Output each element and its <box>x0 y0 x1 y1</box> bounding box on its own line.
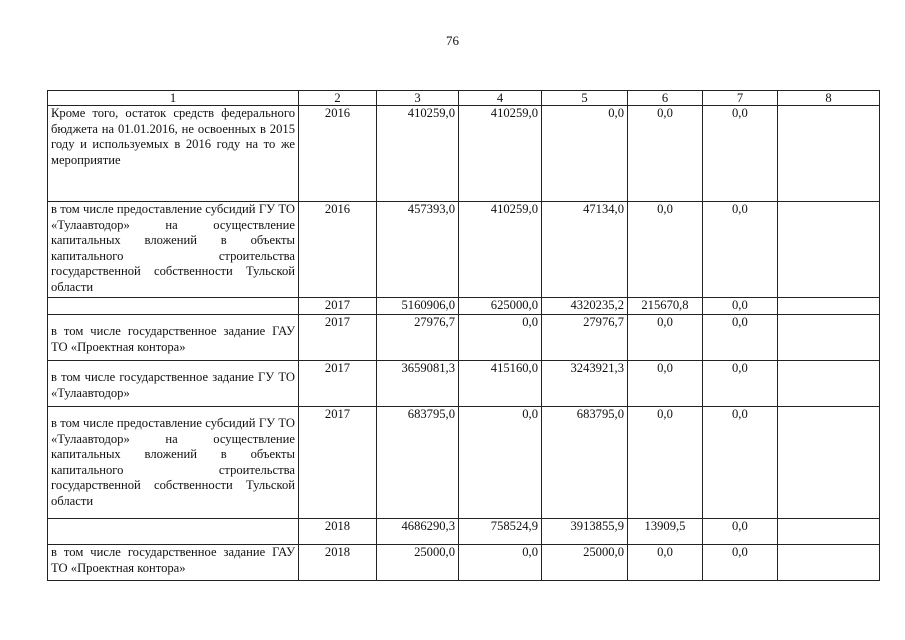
row-value-col8 <box>778 361 880 407</box>
row-value-col4: 0,0 <box>459 545 542 581</box>
row-value-col5: 4320235,2 <box>542 298 628 315</box>
header-col-1: 1 <box>48 91 299 106</box>
row-value-col6: 0,0 <box>628 106 703 202</box>
row-value-col4: 625000,0 <box>459 298 542 315</box>
row-value-col3: 27976,7 <box>377 315 459 361</box>
row-value-col5: 0,0 <box>542 106 628 202</box>
row-value-col3: 5160906,0 <box>377 298 459 315</box>
table-row <box>48 545 880 581</box>
row-value-col7: 0,0 <box>703 315 778 361</box>
row-value-col6: 0,0 <box>628 407 703 519</box>
row-description <box>48 298 299 315</box>
row-value-col8 <box>778 298 880 315</box>
row-value-col8 <box>778 106 880 202</box>
row-year: 2017 <box>299 298 377 315</box>
row-value-col7: 0,0 <box>703 106 778 202</box>
table-header-row <box>48 91 880 106</box>
row-value-col4: 0,0 <box>459 315 542 361</box>
row-value-col6: 0,0 <box>628 315 703 361</box>
row-value-col5: 3243921,3 <box>542 361 628 407</box>
header-col-3: 3 <box>377 91 459 106</box>
header-col-7: 7 <box>703 91 778 106</box>
row-description: Кроме того, остаток средств федерального бюджета на 01.01.2016, не освоенных в 2015 году и используемых в 2016 году на то же мероприятие <box>48 106 299 202</box>
budget-table <box>47 90 880 581</box>
row-year: 2018 <box>299 545 377 581</box>
row-value-col4: 0,0 <box>459 407 542 519</box>
row-value-col7: 0,0 <box>703 298 778 315</box>
row-value-col7: 0,0 <box>703 545 778 581</box>
header-col-5: 5 <box>542 91 628 106</box>
row-value-col5: 25000,0 <box>542 545 628 581</box>
row-value-col6: 0,0 <box>628 202 703 298</box>
row-year: 2016 <box>299 106 377 202</box>
header-col-8: 8 <box>778 91 880 106</box>
row-description: в том числе предоставление субсидий ГУ ТО «Тулаавтодор» на осуществление капитальных вложений в объекты капитального строительства государственной собственности Тульской области <box>48 407 299 519</box>
header-col-4: 4 <box>459 91 542 106</box>
row-value-col6: 215670,8 <box>628 298 703 315</box>
row-value-col3: 410259,0 <box>377 106 459 202</box>
row-value-col6: 0,0 <box>628 545 703 581</box>
table-row <box>48 298 880 315</box>
row-year: 2017 <box>299 361 377 407</box>
row-value-col8 <box>778 519 880 545</box>
row-value-col6: 0,0 <box>628 361 703 407</box>
page-number: 76 <box>446 33 459 48</box>
row-year: 2016 <box>299 202 377 298</box>
table-row <box>48 407 880 519</box>
table-row <box>48 315 880 361</box>
row-value-col4: 415160,0 <box>459 361 542 407</box>
row-value-col7: 0,0 <box>703 361 778 407</box>
row-value-col4: 410259,0 <box>459 202 542 298</box>
row-description <box>48 519 299 545</box>
row-value-col3: 25000,0 <box>377 545 459 581</box>
header-col-6: 6 <box>628 91 703 106</box>
row-value-col7: 0,0 <box>703 202 778 298</box>
row-value-col8 <box>778 315 880 361</box>
row-value-col4: 410259,0 <box>459 106 542 202</box>
row-year: 2017 <box>299 407 377 519</box>
row-value-col5: 683795,0 <box>542 407 628 519</box>
table-row <box>48 361 880 407</box>
row-value-col5: 27976,7 <box>542 315 628 361</box>
row-value-col8 <box>778 545 880 581</box>
row-value-col6: 13909,5 <box>628 519 703 545</box>
row-value-col8 <box>778 202 880 298</box>
table-row <box>48 106 880 202</box>
row-year: 2017 <box>299 315 377 361</box>
row-value-col5: 3913855,9 <box>542 519 628 545</box>
row-value-col3: 4686290,3 <box>377 519 459 545</box>
row-value-col3: 683795,0 <box>377 407 459 519</box>
table-row <box>48 519 880 545</box>
row-value-col4: 758524,9 <box>459 519 542 545</box>
row-year: 2018 <box>299 519 377 545</box>
row-value-col7: 0,0 <box>703 407 778 519</box>
row-description: в том числе государственное задание ГУ ТО «Тулаавтодор» <box>48 361 299 407</box>
table-row <box>48 202 880 298</box>
row-value-col5: 47134,0 <box>542 202 628 298</box>
header-col-2: 2 <box>299 91 377 106</box>
row-value-col3: 457393,0 <box>377 202 459 298</box>
row-description: в том числе государственное задание ГАУ ТО «Проектная контора» <box>48 315 299 361</box>
row-description: в том числе государственное задание ГАУ ТО «Проектная контора» <box>48 545 299 581</box>
row-description: в том числе предоставление субсидий ГУ ТО «Тулаавтодор» на осуществление капитальных вложений в объекты капитального строительства государственной собственности Тульской области <box>48 202 299 298</box>
row-value-col7: 0,0 <box>703 519 778 545</box>
row-value-col8 <box>778 407 880 519</box>
row-value-col3: 3659081,3 <box>377 361 459 407</box>
